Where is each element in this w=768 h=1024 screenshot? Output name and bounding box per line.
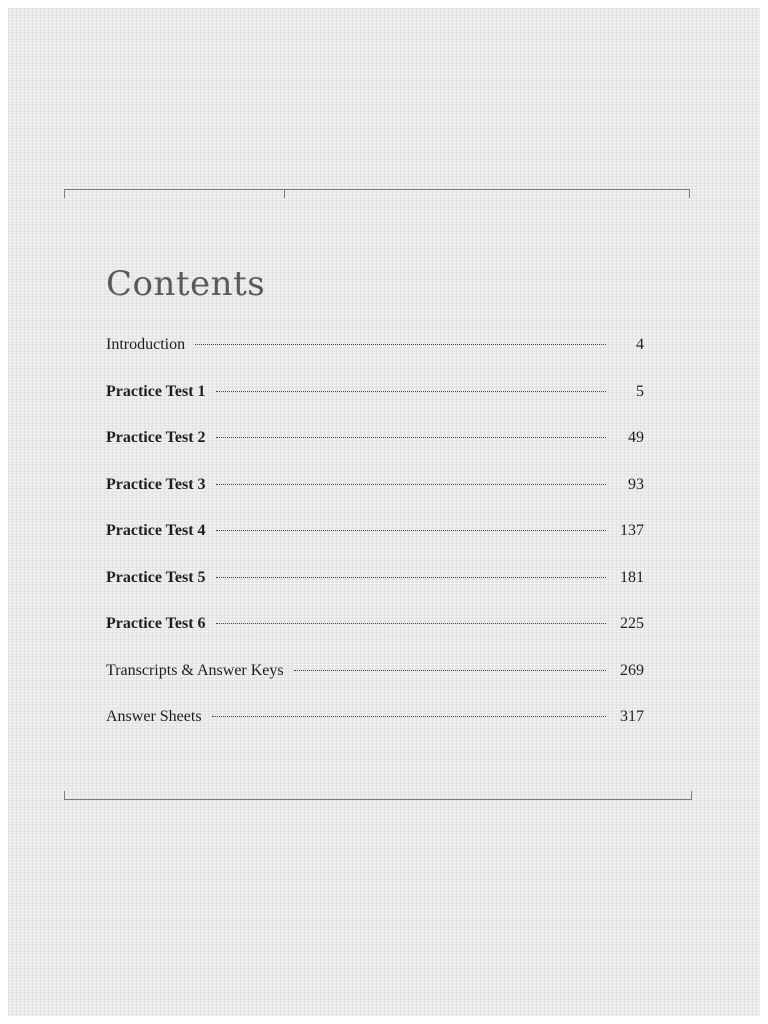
toc-entry-transcripts-answer-keys: [106, 662, 644, 709]
dot-leader: [216, 484, 606, 485]
toc-entry-practice-test-6: [106, 615, 644, 662]
dot-leader: [195, 344, 606, 345]
toc-entry-practice-test-4: [106, 522, 644, 569]
top-frame-rule: [64, 189, 690, 198]
toc-entry-label: Practice Test 2: [106, 429, 206, 446]
top-frame-tick: [284, 190, 285, 198]
dot-leader: [216, 623, 606, 624]
toc-entry-label: Practice Test 5: [106, 568, 206, 586]
toc-entry-label: Answer Sheets: [106, 708, 202, 725]
dot-leader: [216, 530, 606, 531]
toc-page-number: 181: [620, 568, 644, 586]
toc-entry-practice-test-3: [106, 476, 644, 523]
toc-page-number: 225: [620, 615, 644, 632]
toc-entry-label: Practice Test 6: [106, 615, 206, 632]
dot-leader: [294, 670, 606, 671]
toc-entry-label: Practice Test 3: [106, 475, 206, 493]
toc-entry-practice-test-1: [106, 383, 644, 430]
toc-page-number: 269: [620, 661, 644, 679]
dot-leader: [216, 437, 606, 438]
toc-page-number: 93: [628, 475, 644, 493]
bottom-frame-rule: [64, 791, 692, 800]
toc-entry-label: Transcripts & Answer Keys: [106, 661, 284, 679]
dot-leader: [216, 391, 606, 392]
toc-page-number: 137: [620, 522, 644, 539]
document-page: [8, 8, 760, 1016]
toc-entry-introduction: [106, 336, 644, 383]
toc-entry-label: Practice Test 4: [106, 522, 206, 539]
toc-page-number: 5: [636, 382, 644, 400]
toc-entry-label: Practice Test 1: [106, 382, 206, 400]
toc-page-number: 4: [636, 336, 644, 353]
toc-entry-label: Introduction: [106, 336, 186, 353]
toc-page-number: 317: [620, 708, 644, 725]
dot-leader: [212, 716, 606, 717]
toc-entry-answer-sheets: [106, 708, 644, 755]
toc-entry-practice-test-5: [106, 569, 644, 616]
page-title: Contents: [106, 264, 266, 304]
toc-entry-practice-test-2: [106, 429, 644, 476]
dot-leader: [216, 577, 606, 578]
toc-page-number: 49: [628, 429, 644, 446]
table-of-contents: [106, 336, 644, 755]
